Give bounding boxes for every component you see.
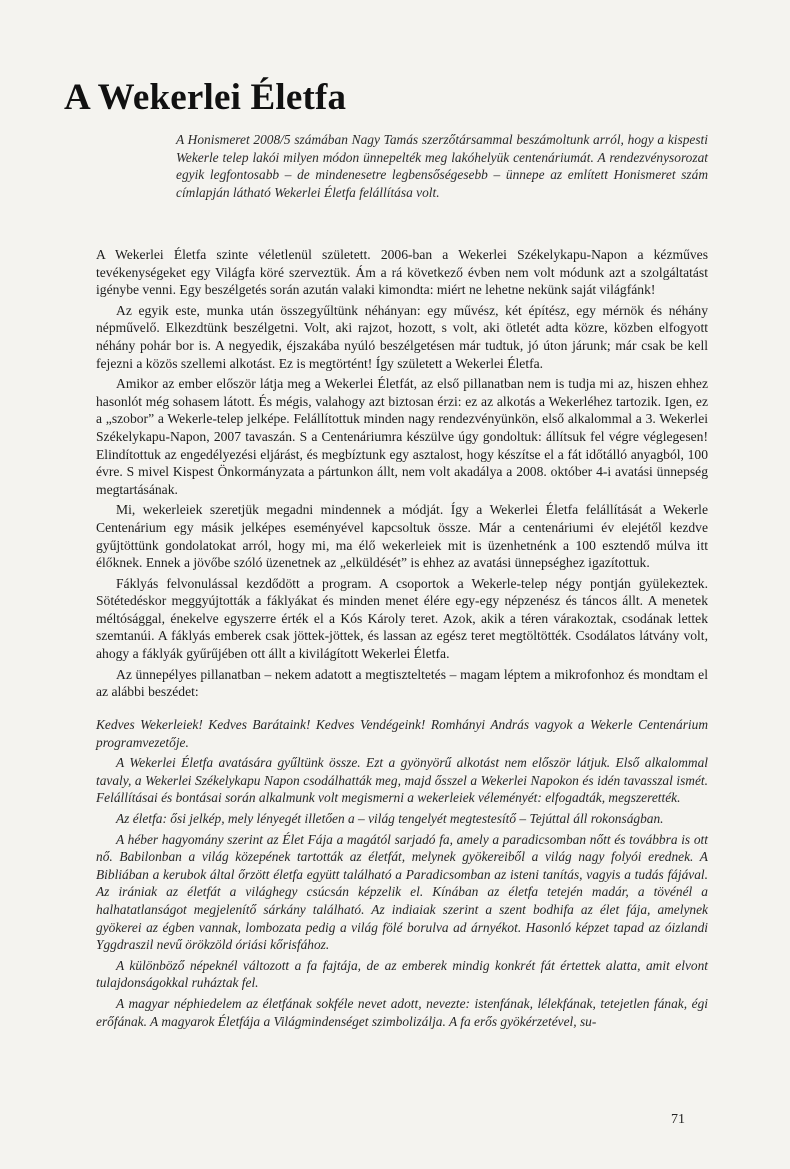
body-paragraph: Amikor az ember először látja meg a Wekerlei Életfát, az első pillanatban nem is tudja mi az, hiszen ehhez hasonlót még sohasem látott. És mégis, valahogy azt biztosan érzi: ez az alkotás a Wekerléhez tartozik. Igen, ez a „szobor” a Wekerle-telep jelképe. Felállítottuk minden nagy rendezvényünkön, első alkalommal a 3. Wekerlei Székelykapu-Napon, 2007 tavaszán. S a Centenáriumra készülve úgy gondoltuk: állítsuk fel végre véglegesen! Elindítottuk az engedélyezési eljárást, és megbíztunk egy asztalost, hogy készítse el a fát időtálló anyagból, 100 évre. S mivel Kispest Önkormányzata a pártunkon állt, nem volt akadálya a 2008. október 4-i avatási ünnepség megtartásának. bbox=[96, 376, 708, 497]
speech-paragraph: A magyar néphiedelem az életfának sokféle nevet adott, nevezte: istenfának, lélekfának, tetejetlen fának, égi erőfának. A magyarok Életfája a Világmindenséget szimbolizálja. A fa erős gyökérzetével, su- bbox=[96, 995, 708, 1029]
speech-paragraph: Az életfa: ősi jelkép, mely lényegét illetően a – világ tengelyét megtestesítő – Tejúttal áll rokonságban. bbox=[116, 810, 664, 826]
article-title: A Wekerlei Életfa bbox=[64, 77, 347, 118]
body-paragraph: Az egyik este, munka után összegyűltünk néhányan: egy művész, két építész, egy mérnök és néhány népművelő. Elkezdtünk beszélgetni. Volt, aki rajzot, hozott, s volt, aki ötletét adta közre, közben elfogyott néhány pohár bor is. A negyedik, éjszakába nyúló beszélgetésen már tudtuk, jó úton járunk; már csak be kell fejezni a közös szellemi alkotást. Ez is megtörtént! Így született a Wekerlei Életfa. bbox=[96, 302, 708, 371]
article-body bbox=[96, 246, 708, 704]
body-paragraph: A Wekerlei Életfa szinte véletlenül született. 2006-ban a Wekerlei Székelykapu-Napon a kézműves tevékenységeket egy Világfa köré szerveztük. Ám a rá következő évben nem volt módunk azt a szolgáltatást igénybe venni. Egy beszélgetés során azután valaki kimondta: miért ne lehetne nekünk saját világfánk! bbox=[96, 247, 708, 298]
speech-paragraph: Kedves Wekerleiek! Kedves Barátaink! Kedves Vendégeink! Romhányi András vagyok a Wekerle Centenárium programvezetője. bbox=[96, 717, 708, 750]
body-paragraph: Az ünnepélyes pillanatban – nekem adatott a megtiszteltetés – magam léptem a mikrofonhoz és mondtam el az alábbi beszédet: bbox=[96, 666, 708, 700]
speech-text bbox=[96, 716, 708, 1033]
speech-paragraph: A különböző népeknél változott a fa fajtája, de az emberek mindig konkrét fát értettek alatta, amit elvont tulajdonságokkal ruháztak fel. bbox=[96, 957, 708, 991]
body-paragraph: Fáklyás felvonulással kezdődött a program. A csoportok a Wekerle-telep négy pontján gyülekeztek. Sötétedéskor meggyújtották a fáklyákat és minden menet élére egy-egy népzenész és táncos állt. A menetek méltósággal, énekelve egyszerre érték el a Kós Károly teret. Azok, akik a téren várakoztak, csodának lettek szemtanúi. A fáklyás emberek csak jöttek-jöttek, és lassan az egész teret megtöltötték. Csodálatos látvány volt, ahogy a fáklyák gyűrűjében ott állt a kivilágított Wekerlei Életfa. bbox=[96, 575, 708, 662]
body-paragraph: Mi, wekerleiek szeretjük megadni mindennek a módját. Így a Wekerlei Életfa felállítását a Wekerle Centenárium egy másik jelképes eseményével kapcsoltuk össze. Már a centenáriumi év elejétől kezdve gyűjtöttünk gondolatokat arról, hogy mi, ma élő wekerleiek mit is üzenhetnénk a 100 esztendő múlva itt élőknek. Ennek a jövőbe szóló üzenetnek az „elküldését” is ehhez az avatási ünnepséghez igazítottuk. bbox=[96, 502, 708, 571]
speech-paragraph: A héber hagyomány szerint az Élet Fája a magától sarjadó fa, amely a paradicsomban nőtt és továbbra is ott nő. Babilonban a világ közepének tartották az életfát, melynek gyökereiből a világ nagy folyói erednek. A Bibliában a kerubok által őrzött életfa együtt található a Paradicsomban az isteni tanítás, vagyis a tudás fájával. Az irániak az életfát a világhegy csúcsán képzelik el. Kínában az életfa tetején madár, a tövénél a halhatatlanságot megjelenítő sárkány található. Az indiaiak szerint a szent bodhifa az élet fája, amelynek gyökerei az égben vannak, lombozata pedig a világ fölé borulva ad árnyékot. Hasonló képzet tapad az óizlandi Yggdraszil nevű örökzöld óriási kőrisfához. bbox=[96, 831, 708, 953]
speech-paragraph: A Wekerlei Életfa avatására gyűltünk össze. Ezt a gyönyörű alkotást nem először látjuk. Első alkalommal tavaly, a Wekerlei Székelykapu Napon csodálhatták meg, majd ősszel a Wekerlei Napokon és idén tavasszal ismét. Felállításai és bontásai során alkalmunk volt megismerni a wekerleiek véleményét: elfogadták, megszerették. bbox=[96, 755, 708, 806]
article-lead: A Honismeret 2008/5 számában Nagy Tamás szerzőtársammal beszámoltunk arról, hogy a kispesti Wekerle telep lakói milyen módon ünnepelték meg lakóhelyük centenáriumát. A rendezvénysorozat egyik legfontosabb – de mindenesetre legbensőségesebb – ünnepe az említett Honismeret szám címlapján látható Wekerlei Életfa felállítása volt. bbox=[176, 132, 708, 200]
page-number: 71 bbox=[671, 1112, 685, 1127]
